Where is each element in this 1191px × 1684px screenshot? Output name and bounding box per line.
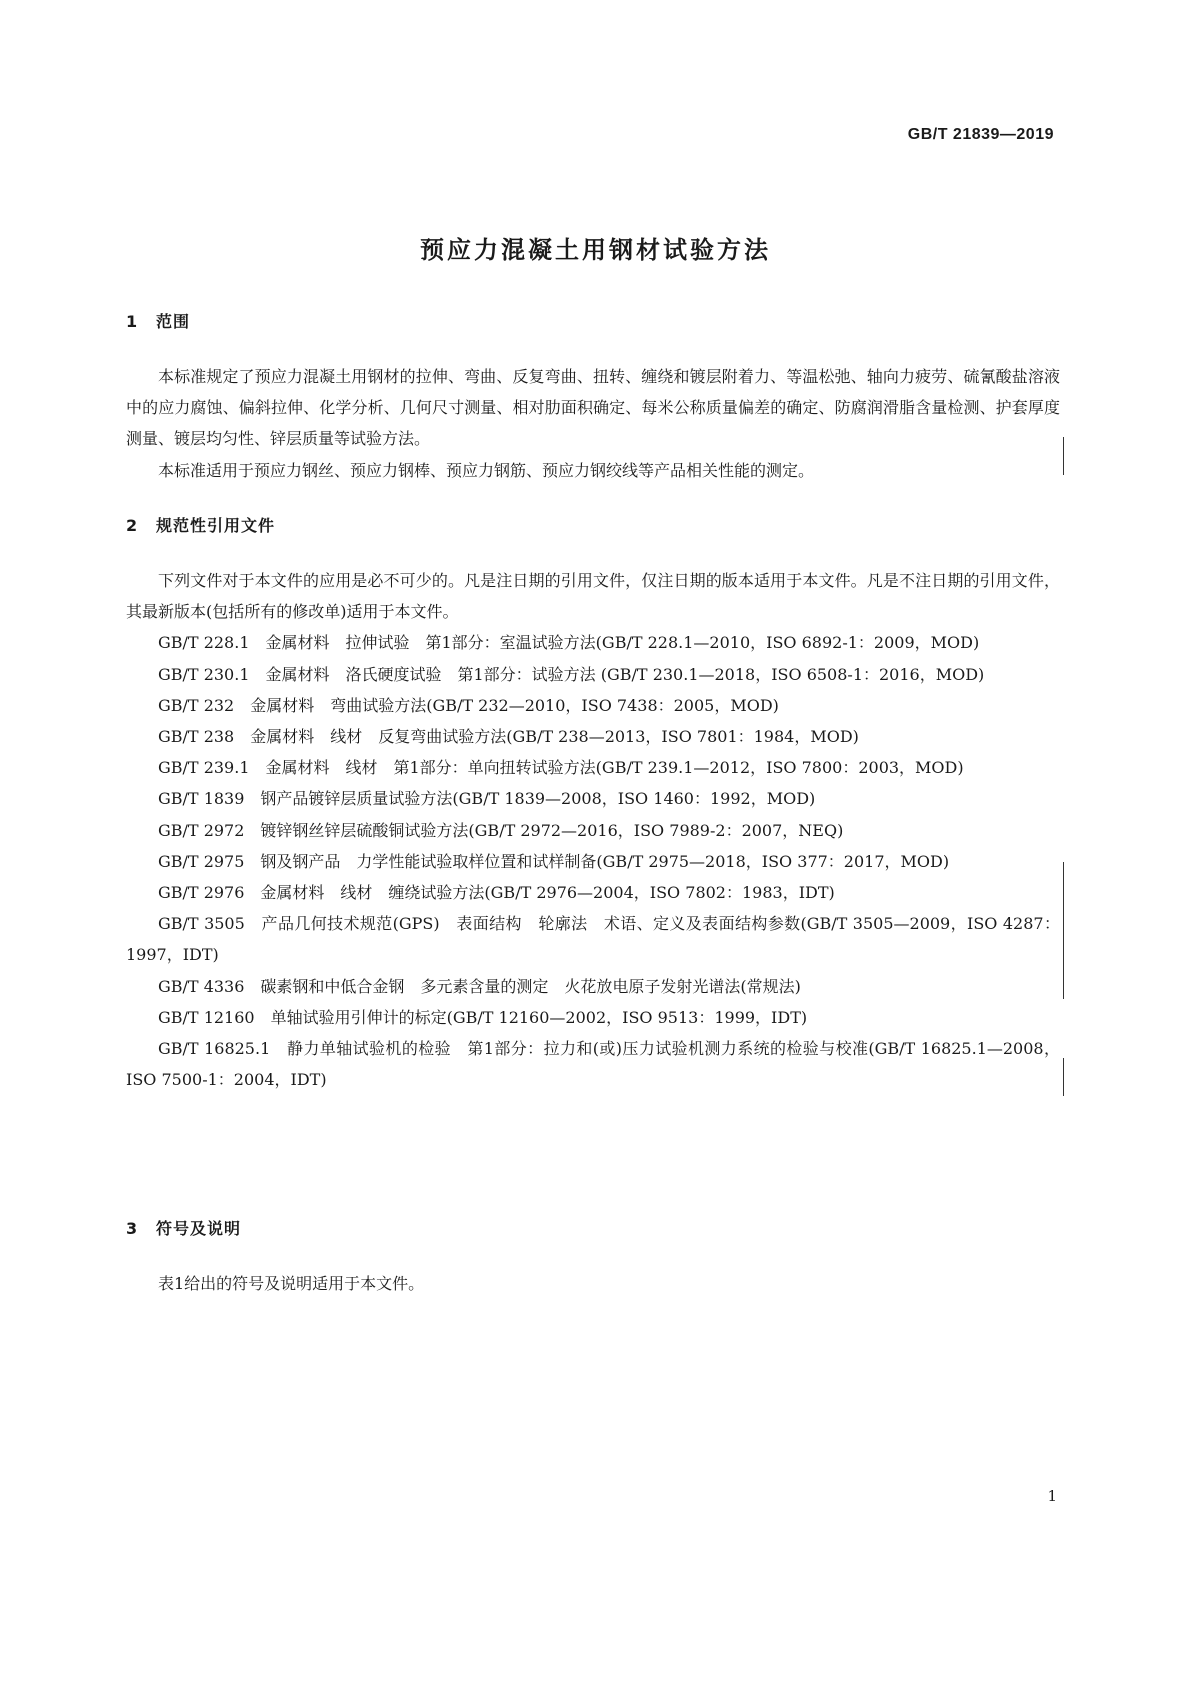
- paragraph: 表1给出的符号及说明适用于本文件。: [158, 1274, 425, 1293]
- section-2-heading: [126, 513, 275, 536]
- section-2-body: [126, 565, 1060, 1095]
- section-3-heading: [126, 1216, 241, 1239]
- section-number: 3: [126, 1219, 139, 1238]
- section-1-body: [126, 361, 1060, 486]
- paragraph: 本标准适用于预应力钢丝、预应力钢棒、预应力钢筋、预应力钢绞线等产品相关性能的测定。: [158, 460, 815, 480]
- reference-item: GB/T 230.1 金属材料 洛氏硬度试验 第1部分：试验方法 (GB/T 230.1—2018，ISO 6508-1：2016，MOD): [158, 664, 985, 684]
- reference-item: GB/T 4336 碳素钢和中低合金钢 多元素含量的测定 火花放电原子发射光谱法(常规法): [158, 976, 801, 996]
- section-1-heading: [126, 309, 190, 332]
- reference-item: GB/T 2972 镀锌钢丝锌层硫酸铜试验方法(GB/T 2972—2016，ISO 7989-2：2007，NEQ): [158, 820, 844, 840]
- page-number: 1: [1047, 1487, 1057, 1505]
- section-number: 1: [126, 312, 139, 331]
- reference-item: GB/T 16825.1 静力单轴试验机的检验 第1部分：拉力和(或)压力试验机测力系统的检验与校准(GB/T 16825.1—2008，ISO 7500-1：2004，IDT): [126, 1039, 1060, 1090]
- paragraph: 本标准规定了预应力混凝土用钢材的拉伸、弯曲、反复弯曲、扭转、缠绕和镀层附着力、等温松弛、轴向力疲劳、硫氰酸盐溶液中的应力腐蚀、偏斜拉伸、化学分析、几何尺寸测量、相对肋面积确定、每米公称质量偏差的确定、防腐润滑脂含量检测、护套厚度测量、镀层均匀性、锌层质量等试验方法。: [126, 367, 1060, 449]
- section-3-body: [126, 1268, 1060, 1299]
- reference-item: GB/T 232 金属材料 弯曲试验方法(GB/T 232—2010，ISO 7438：2005，MOD): [158, 695, 779, 715]
- standard-number: GB/T 21839—2019: [907, 126, 1054, 143]
- reference-item: GB/T 1839 钢产品镀锌层质量试验方法(GB/T 1839—2008，ISO 1460：1992，MOD): [158, 789, 816, 809]
- change-bar: [1063, 1058, 1064, 1096]
- reference-item: GB/T 3505 产品几何技术规范(GPS) 表面结构 轮廓法 术语、定义及表面结构参数(GB/T 3505—2009，ISO 4287：1997，IDT): [126, 914, 1060, 965]
- document-title: 预应力混凝土用钢材试验方法: [420, 236, 771, 264]
- section-title: 范围: [156, 312, 191, 331]
- section-title: 符号及说明: [156, 1219, 242, 1238]
- section-title: 规范性引用文件: [156, 516, 276, 535]
- reference-item: GB/T 238 金属材料 线材 反复弯曲试验方法(GB/T 238—2013，ISO 7801：1984，MOD): [158, 727, 859, 747]
- change-bar: [1063, 862, 1064, 999]
- reference-item: GB/T 239.1 金属材料 线材 第1部分：单向扭转试验方法(GB/T 239.1—2012，ISO 7800：2003，MOD): [158, 758, 964, 778]
- section-number: 2: [126, 516, 139, 535]
- change-bar: [1063, 437, 1064, 475]
- reference-item: GB/T 2976 金属材料 线材 缠绕试验方法(GB/T 2976—2004，ISO 7802：1983，IDT): [158, 883, 835, 903]
- reference-item: GB/T 2975 钢及钢产品 力学性能试验取样位置和试样制备(GB/T 2975—2018，ISO 377：2017，MOD): [158, 851, 950, 871]
- reference-item: GB/T 228.1 金属材料 拉伸试验 第1部分：室温试验方法(GB/T 228.1—2010，ISO 6892-1：2009，MOD): [158, 633, 980, 653]
- paragraph: 下列文件对于本文件的应用是必不可少的。凡是注日期的引用文件，仅注日期的版本适用于本文件。凡是不注日期的引用文件，其最新版本(包括所有的修改单)适用于本文件。: [126, 571, 1060, 622]
- reference-item: GB/T 12160 单轴试验用引伸计的标定(GB/T 12160—2002，ISO 9513：1999，IDT): [158, 1007, 808, 1027]
